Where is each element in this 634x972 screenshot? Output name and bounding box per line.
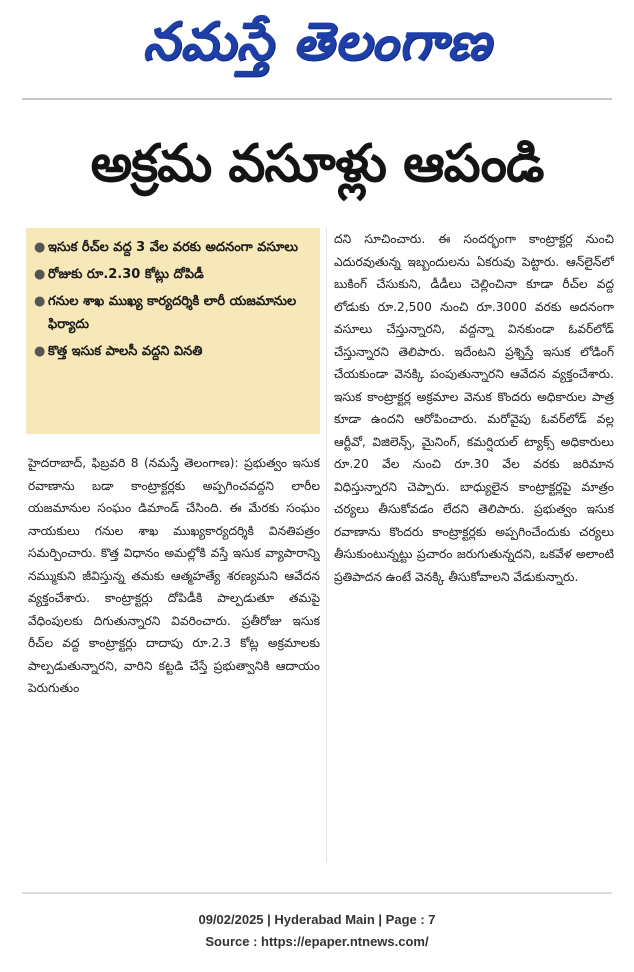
footer-edition-info: 09/02/2025 | Hyderabad Main | Page : 7 (198, 912, 436, 927)
footer-divider (22, 892, 612, 894)
bullet-icon: ● (34, 240, 46, 255)
highlight-text: రోజుకు రూ.2.30 కోట్లు దోపిడీ (48, 267, 204, 282)
headline-text: అక్రమ వసూళ్లు ఆపండి (90, 133, 544, 194)
article-body-right-column (334, 228, 614, 864)
column-divider (326, 228, 327, 862)
highlight-text: ఇసుక రీచ్‌ల వద్ద 3 వేల వరకు అదనంగా వసూలు (48, 240, 299, 255)
newspaper-logo: నమస్తే తెలంగాణ (142, 11, 492, 72)
highlight-item (34, 263, 314, 286)
highlight-text: కొత్త ఇసుక పాలసీ వద్దని వినతి (48, 344, 203, 359)
masthead-divider (22, 98, 612, 100)
footer-source: Source : https://epaper.ntnews.com/ (205, 934, 429, 949)
article-body-left-column (28, 452, 320, 862)
highlight-item (34, 340, 314, 363)
bullet-icon: ● (34, 267, 46, 282)
article-headline (16, 120, 618, 220)
bullet-icon: ● (34, 294, 46, 309)
article-paragraph: హైదరాబాద్, ఫిబ్రవరి 8 (నమస్తే తెలంగాణ): ప్రభుత్వం ఇసుక రవాణాను బడా కాంట్రాక్టర్లకు అప్పగించవద్దని లారీల యజమానుల సంఘం డిమాండ్ చేసింది. ఈ మేరకు సంఘం నాయకులు గనుల శాఖ ముఖ్యకార్యదర్శికి వినతిపత్రం సమర్పించారు. కొత్త విధానం అమల్లోకి వస్తే ఇసుక వ్యాపారాన్ని నమ్ముకుని జీవిస్తున్న తమకు ఆత్మహత్యే శరణ్యమని ఆవేదన వ్యక్తంచేశారు. కాంట్రాక్టర్లు దోపిడీకి పాల్పడుతూ తమపై వేధింపులకు దిగుతున్నారని వివరించారు. ప్రతీరోజు ఇసుక రీచ్‌ల వద్ద కాంట్రాక్టర్లు దాదాపు రూ.2.3 కోట్ల అక్రమాలకు పాల్పడుతున్నారని, వారిని కట్టడి చేస్తే ప్రభుత్వానికి ఆదాయం పెరుగుతుం (28, 456, 320, 695)
highlight-item (34, 290, 314, 336)
highlights-box (26, 228, 320, 434)
masthead (0, 0, 634, 96)
bullet-icon: ● (34, 344, 46, 359)
highlight-text: గనుల శాఖ ముఖ్య కార్యదర్శికి లారీ యజమానుల ఫిర్యాదు (48, 294, 297, 332)
article-paragraph: దని సూచించారు. ఈ సందర్భంగా కాంట్రాక్టర్ల నుంచి ఎదురవుతున్న ఇబ్బందులను ఏకరువు పెట్టారు. ఆన్‌లైన్‌లో బుకింగ్ చేసుకుని, డీడీలు చెల్లించినా కూడా రీచ్‌ల వద్ద లోడుకు రూ.2,500 నుంచి రూ.3000 వరకు అదనంగా వసూలు చేస్తున్నారని, వద్దన్నా వినకుండా ఓవర్‌లోడ్ చేస్తున్నారని తెలిపారు. ఇదేంటని ప్రశ్నిస్తే ఇసుక లోడింగ్ చేయకుండా వెనక్కి పంపుతున్నారని ఆవేదన వ్యక్తంచేశారు. ఇసుక కాంట్రాక్టర్ల అక్రమాల వెనుక కొందరు అధికారుల పాత్ర కూడా ఉందని ఆరోపించారు. మరోవైపు ఓవర్‌లోడ్ వల్ల ఆర్టీవో, విజిలెన్స్, మైనింగ్, కమర్షియల్ ట్యాక్స్ అధికారులు రూ.20 వేల నుంచి రూ.30 వేల వరకు జరిమాన విధిస్తున్నారని చెప్పారు. బాధ్యులైన కాంట్రాక్టర్లపై మాత్రం చర్యలు తీసుకోవడం లేదని తెలిపారు. ప్రభుత్వం ఇసుక రవాణాను కొందరు కాంట్రాక్టర్లకు అప్పగించేందుకు చర్యలు తీసుకుంటున్నట్టు ప్రచారం జరుగుతున్నదని, ఒకవేళ అలాంటి ప్రతిపాదన ఉంటే వెనక్కి తీసుకోవాలని వేడుకున్నారు. (334, 232, 614, 584)
highlight-item (34, 236, 314, 259)
